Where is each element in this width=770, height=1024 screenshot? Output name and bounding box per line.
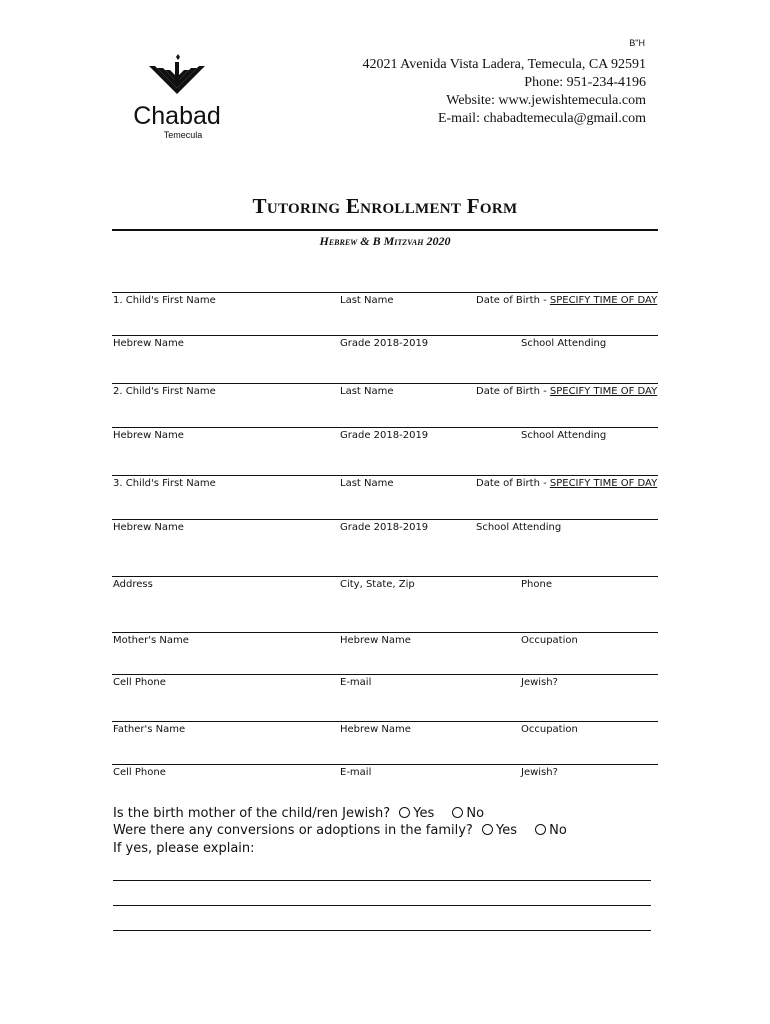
child1-dob-label <box>476 295 657 306</box>
father-email-label: E-mail <box>340 767 372 778</box>
dob-label-text: Date of Birth - <box>476 295 550 306</box>
explain-line[interactable] <box>113 930 651 931</box>
field-rule <box>112 335 658 336</box>
no-radio[interactable] <box>452 807 463 818</box>
title-divider <box>112 229 658 231</box>
yes-label: Yes <box>495 823 517 838</box>
no-radio[interactable] <box>535 824 546 835</box>
field-rule <box>112 292 658 293</box>
father-hebrew-name-label: Hebrew Name <box>340 724 411 735</box>
city-state-zip-label: City, State, Zip <box>340 579 415 590</box>
mother-email-label: E-mail <box>340 677 372 688</box>
child3-last-name-label: Last Name <box>340 478 394 489</box>
chabad-logo <box>128 52 238 142</box>
child3-school-label: School Attending <box>476 522 562 533</box>
field-rule <box>112 576 658 577</box>
contact-phone: Phone: 951-234-4196 <box>524 75 646 90</box>
question-conversions <box>113 823 567 838</box>
no-label: No <box>549 823 567 838</box>
question-text: Is the birth mother of the child/ren Jewish? <box>113 806 391 821</box>
field-rule <box>112 764 658 765</box>
explain-line[interactable] <box>113 880 651 881</box>
yes-radio[interactable] <box>482 824 493 835</box>
dob-label-text: Date of Birth - <box>476 386 550 397</box>
child2-dob-label <box>476 386 657 397</box>
child3-grade-label: Grade 2018-2019 <box>340 522 429 533</box>
field-rule <box>112 383 658 384</box>
contact-block <box>300 56 646 128</box>
question-birth-mother <box>113 806 484 821</box>
yes-radio[interactable] <box>399 807 410 818</box>
dob-note: SPECIFY TIME OF DAY <box>549 478 658 489</box>
field-rule <box>112 427 658 428</box>
child3-hebrew-name-label: Hebrew Name <box>113 522 184 533</box>
bh-header: B"H <box>629 38 645 48</box>
yes-label: Yes <box>413 806 435 821</box>
field-rule <box>112 475 658 476</box>
form-title: Tutoring Enrollment Form <box>252 194 518 218</box>
phone-label: Phone <box>521 579 552 590</box>
child2-first-name-label: 2. Child's First Name <box>113 386 216 397</box>
mother-hebrew-name-label: Hebrew Name <box>340 635 411 646</box>
child2-last-name-label: Last Name <box>340 386 394 397</box>
child3-first-name-label: 3. Child's First Name <box>113 478 216 489</box>
contact-email: E-mail: chabadtemecula@gmail.com <box>437 111 646 126</box>
field-rule <box>112 721 658 722</box>
father-occupation-label: Occupation <box>521 724 578 735</box>
child1-grade-label: Grade 2018-2019 <box>340 338 429 349</box>
child1-school-label: School Attending <box>521 338 607 349</box>
child1-hebrew-name-label: Hebrew Name <box>113 338 184 349</box>
dob-note: SPECIFY TIME OF DAY <box>549 295 658 306</box>
form-subtitle: Hebrew & B Mitzvah 2020 <box>319 234 451 248</box>
contact-website: Website: www.jewishtemecula.com <box>446 93 646 108</box>
father-jewish-label: Jewish? <box>521 767 558 778</box>
child1-first-name-label: 1. Child's First Name <box>113 295 216 306</box>
explain-line[interactable] <box>113 905 651 906</box>
dob-label-text: Date of Birth - <box>476 478 550 489</box>
dob-note: SPECIFY TIME OF DAY <box>549 386 658 397</box>
explain-label: If yes, please explain: <box>113 841 255 856</box>
field-rule <box>112 519 658 520</box>
logo-name: Chabad <box>133 102 221 130</box>
mother-cell-label: Cell Phone <box>113 677 166 688</box>
child3-dob-label <box>476 478 657 489</box>
contact-address: 42021 Avenida Vista Ladera, Temecula, CA 92591 <box>362 57 646 72</box>
child1-last-name-label: Last Name <box>340 295 394 306</box>
mother-occupation-label: Occupation <box>521 635 578 646</box>
question-text: Were there any conversions or adoptions in the family? <box>113 823 473 838</box>
logo-sub: Temecula <box>163 130 203 140</box>
field-rule <box>112 674 658 675</box>
child2-school-label: School Attending <box>521 430 607 441</box>
mother-jewish-label: Jewish? <box>521 677 558 688</box>
field-rule <box>112 632 658 633</box>
mother-name-label: Mother's Name <box>113 635 189 646</box>
child2-grade-label: Grade 2018-2019 <box>340 430 429 441</box>
menorah-icon <box>128 52 238 142</box>
address-label: Address <box>113 579 153 590</box>
child2-hebrew-name-label: Hebrew Name <box>113 430 184 441</box>
no-label: No <box>466 806 485 821</box>
father-cell-label: Cell Phone <box>113 767 166 778</box>
father-name-label: Father's Name <box>113 724 186 735</box>
